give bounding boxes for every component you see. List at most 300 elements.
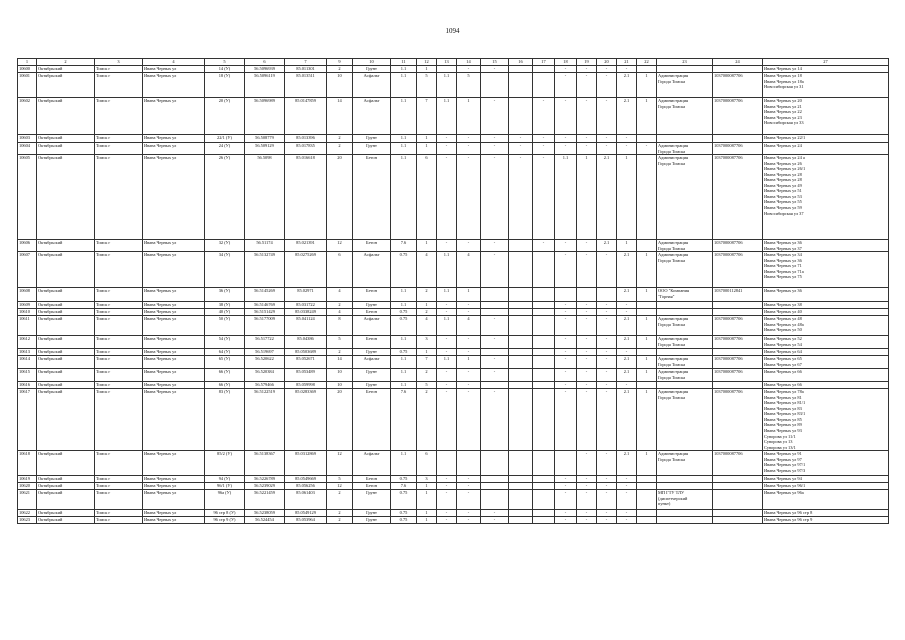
cell-line: Администрация	[658, 240, 689, 246]
table-cell: Ивана Черных ул 96 стр 8	[763, 510, 889, 517]
table-cell: 1.1	[391, 302, 417, 309]
table-cell: -	[555, 143, 577, 155]
cell-line: Ивана Черных ул 36	[764, 257, 802, 263]
table-cell: -	[481, 240, 509, 252]
table-cell: Ивана Черных ул 36	[763, 288, 889, 302]
table-cell: -	[597, 483, 617, 490]
table-cell: -	[555, 349, 577, 356]
table-cell	[509, 356, 533, 369]
table-cell: Асфальт	[353, 252, 391, 288]
table-row	[18, 389, 889, 451]
table-cell: -	[481, 316, 509, 336]
table-cell: Ивана Черных ул	[143, 98, 205, 135]
cell-line: Ивана Черных ул 34	[764, 252, 802, 258]
table-cell: 1.1	[391, 356, 417, 369]
table-cell: Ивана Черных ул 96а	[763, 490, 889, 510]
table-cell: 10605	[18, 155, 37, 240]
table-cell: 56.524454	[245, 517, 285, 524]
table-cell	[481, 302, 509, 309]
table-cell: 1037000112841	[713, 288, 763, 302]
cell-line: Ивана Черных ул 53	[764, 193, 802, 199]
column-number-header: 17	[533, 59, 555, 66]
table-cell: -	[437, 476, 457, 483]
table-cell: Томск г	[95, 382, 143, 389]
table-cell	[713, 510, 763, 517]
column-number-header: 19	[577, 59, 597, 66]
cell-line: Ивана Черных ул 83	[764, 405, 802, 411]
table-cell: 10608	[18, 288, 37, 302]
table-cell: Томск г	[95, 73, 143, 98]
table-cell: 94 (У)	[205, 476, 245, 483]
table-cell: -	[597, 349, 617, 356]
table-cell: Бетон	[353, 309, 391, 316]
table-cell	[657, 356, 713, 369]
table-cell: 85.041124	[285, 316, 327, 336]
table-cell: 56.5177009	[245, 316, 285, 336]
table-cell	[657, 302, 713, 309]
table-cell: 56.520384	[245, 369, 285, 382]
cell-line: Ивана Черных ул 21	[764, 103, 802, 109]
cell-line: Города Томска	[658, 245, 686, 251]
column-number-row	[18, 59, 889, 66]
table-cell: Томск г	[95, 288, 143, 302]
table-cell: Ивана Черных ул	[143, 73, 205, 98]
table-cell	[657, 143, 713, 155]
table-cell: 56.5145269	[245, 288, 285, 302]
table-cell: 1037000087706	[713, 356, 763, 369]
table-cell: 85.031722	[285, 302, 327, 309]
column-number-header: 24	[713, 59, 763, 66]
table-cell: -	[597, 252, 617, 288]
table-cell: 96а (У)	[205, 490, 245, 510]
table-cell: 1.1	[437, 288, 457, 302]
table-cell	[637, 155, 657, 240]
table-cell: 1	[417, 483, 437, 490]
cell-line: "Горная"	[658, 293, 675, 299]
table-cell: Грунт	[353, 135, 391, 143]
table-cell: 1.1	[391, 98, 417, 135]
table-cell: Асфальт	[353, 98, 391, 135]
table-cell: -	[509, 143, 533, 155]
cell-line: Ивана Черных ул 52	[764, 336, 802, 342]
cell-line: Города Томска	[658, 456, 686, 462]
table-cell: -	[577, 451, 597, 476]
table-cell: 1037000087706	[713, 369, 763, 382]
table-row	[18, 510, 889, 517]
table-cell: -	[457, 476, 481, 483]
table-row	[18, 483, 889, 490]
table-cell: -	[481, 98, 509, 135]
table-cell: -	[617, 476, 637, 483]
table-cell: 1.1	[437, 98, 457, 135]
table-cell	[763, 73, 889, 98]
table-row	[18, 252, 889, 288]
table-cell: -	[617, 66, 637, 73]
table-cell: -	[577, 510, 597, 517]
table-cell: -	[597, 98, 617, 135]
table-cell	[713, 135, 763, 143]
table-row	[18, 382, 889, 389]
table-cell: Октябрьский	[37, 240, 95, 252]
table-cell: 2	[327, 302, 353, 309]
table-cell: -	[577, 240, 597, 252]
table-cell: -	[637, 143, 657, 155]
column-number-header: 21	[617, 59, 637, 66]
table-cell: 10603	[18, 135, 37, 143]
cell-line: Администрация	[658, 369, 689, 375]
table-cell: 56.509129	[245, 143, 285, 155]
table-cell: -	[481, 155, 509, 240]
table-cell: 3	[417, 476, 437, 483]
table-cell: 10616	[18, 382, 37, 389]
table-cell: 10614	[18, 356, 37, 369]
table-cell: 10613	[18, 349, 37, 356]
table-cell: -	[617, 382, 637, 389]
table-cell: Асфальт	[353, 73, 391, 98]
table-cell: 56.5096989	[245, 98, 285, 135]
cell-line: Ивана Черных ул 48	[764, 316, 802, 322]
table-cell: 56.517722	[245, 336, 285, 349]
table-cell: 1037000087706	[713, 155, 763, 240]
table-cell: 2.1	[617, 389, 637, 451]
table-cell: -	[481, 143, 509, 155]
table-cell: Ивана Черных ул 64	[763, 349, 889, 356]
table-cell: 1	[417, 349, 437, 356]
table-cell: 6	[327, 252, 353, 288]
column-number-header: 1	[18, 59, 37, 66]
table-cell: 2	[327, 510, 353, 517]
table-cell: -	[617, 510, 637, 517]
table-cell: -	[481, 135, 509, 143]
table-cell	[637, 240, 657, 252]
table-cell: Томск г	[95, 349, 143, 356]
table-cell	[509, 302, 533, 309]
cell-line: Ивана Черных ул 97	[764, 456, 802, 462]
table-cell	[533, 476, 555, 483]
table-cell: 7.6	[391, 240, 417, 252]
cell-line: Ивана Черных ул 48а	[764, 321, 804, 327]
table-cell	[509, 349, 533, 356]
table-cell: 10611	[18, 316, 37, 336]
table-cell: -	[617, 135, 637, 143]
table-cell: 10612	[18, 336, 37, 349]
table-cell: -	[597, 302, 617, 309]
table-cell: Октябрьский	[37, 73, 95, 98]
table-cell: 2.1	[617, 369, 637, 382]
table-cell: Октябрьский	[37, 483, 95, 490]
cell-line: Ивана Черных ул 28	[764, 177, 802, 183]
table-cell: -	[555, 369, 577, 382]
table-cell: 10600	[18, 66, 37, 73]
column-number-header: 3	[95, 59, 143, 66]
table-cell: Томск г	[95, 389, 143, 451]
table-cell: 85.053489	[285, 369, 327, 382]
table-cell: -	[437, 309, 457, 316]
table-cell: 10	[327, 73, 353, 98]
table-cell: Ивана Черных ул	[143, 349, 205, 356]
column-number-header: 5	[205, 59, 245, 66]
table-cell: Томск г	[95, 240, 143, 252]
table-cell: 14 (У)	[205, 66, 245, 73]
table-cell: 2.1	[617, 451, 637, 476]
table-cell	[637, 349, 657, 356]
table-cell: 5	[417, 73, 437, 98]
table-cell: Октябрьский	[37, 356, 95, 369]
table-cell: -	[457, 302, 481, 309]
column-number-header: 11	[391, 59, 417, 66]
table-cell: Ивана Черных ул	[143, 510, 205, 517]
table-row	[18, 309, 889, 316]
cell-line: (диспетчерский	[658, 495, 688, 501]
table-cell: Ивана Черных ул	[143, 143, 205, 155]
table-cell: 96 стр 9 (У)	[205, 517, 245, 524]
table-cell: 2	[327, 135, 353, 143]
table-cell: 85.0312869	[285, 451, 327, 476]
table-cell: -	[481, 66, 509, 73]
table-cell: 1.1	[391, 451, 417, 476]
table-cell: -	[555, 336, 577, 349]
table-cell: -	[481, 336, 509, 349]
table-cell: -	[457, 309, 481, 316]
table-cell: -	[437, 483, 457, 490]
table-cell: 1.1	[391, 336, 417, 349]
table-cell: 96 стр 8 (У)	[205, 510, 245, 517]
cell-line: Ивана Черных ул 97/1	[764, 462, 806, 468]
table-cell: 0.75	[391, 252, 417, 288]
table-row	[18, 356, 889, 369]
table-row	[18, 135, 889, 143]
table-cell	[509, 517, 533, 524]
table-cell: Томск г	[95, 490, 143, 510]
table-cell: -	[437, 382, 457, 389]
table-cell: 2.1	[617, 98, 637, 135]
table-cell: Грунт	[353, 302, 391, 309]
table-cell: -	[457, 143, 481, 155]
table-cell: -	[437, 143, 457, 155]
table-cell: 0.75	[391, 309, 417, 316]
table-cell: 20	[327, 389, 353, 451]
table-cell: -	[597, 135, 617, 143]
table-row	[18, 490, 889, 510]
table-cell: 12	[327, 483, 353, 490]
table-cell	[533, 483, 555, 490]
table-row	[18, 369, 889, 382]
table-cell: -	[509, 135, 533, 143]
table-cell: 5	[327, 336, 353, 349]
cell-line: Города Томска	[658, 394, 686, 400]
page-number: 1094	[445, 27, 460, 35]
table-cell: Октябрьский	[37, 66, 95, 73]
table-cell	[509, 288, 533, 302]
table-cell	[637, 476, 657, 483]
table-cell: -	[597, 451, 617, 476]
table-cell	[457, 451, 481, 476]
table-cell: -	[597, 510, 617, 517]
table-cell: -	[555, 309, 577, 316]
table-cell: Бетон	[353, 288, 391, 302]
cell-line: Ивана Черных ул 89	[764, 422, 802, 428]
table-cell: -	[597, 517, 617, 524]
table-cell: Томск г	[95, 135, 143, 143]
table-row	[18, 517, 889, 524]
table-cell	[657, 476, 713, 483]
table-cell: -	[457, 336, 481, 349]
table-cell: Томск г	[95, 510, 143, 517]
table-cell: Ивана Черных ул	[143, 309, 205, 316]
column-number-header: 27	[763, 59, 889, 66]
cell-line: Ивана Черных ул 18	[764, 73, 802, 78]
table-cell: 2	[417, 389, 437, 451]
cell-line: Суворова ул 13/1	[764, 444, 796, 450]
table-cell	[481, 73, 509, 98]
cell-line: Администрация	[658, 316, 689, 322]
table-row	[18, 143, 889, 155]
table-cell	[763, 336, 889, 349]
table-cell	[509, 240, 533, 252]
table-cell: Октябрьский	[37, 288, 95, 302]
cell-line: Новосибирская ул 33	[764, 120, 804, 126]
table-cell: -	[457, 135, 481, 143]
table-cell: Октябрьский	[37, 302, 95, 309]
table-cell: 12	[327, 451, 353, 476]
table-cell: 66 (У)	[205, 369, 245, 382]
table-cell: 1.1	[555, 155, 577, 240]
table-row	[18, 316, 889, 336]
table-cell: 1.1	[391, 135, 417, 143]
table-cell: 10622	[18, 510, 37, 517]
table-cell: 1.1	[391, 155, 417, 240]
table-cell: 10606	[18, 240, 37, 252]
table-cell: 5	[457, 73, 481, 98]
column-number-header: 22	[637, 59, 657, 66]
table-cell: -	[509, 155, 533, 240]
table-cell: 1037000087706	[713, 143, 763, 155]
table-cell	[509, 369, 533, 382]
table-cell: 2	[417, 309, 437, 316]
cell-line: Ивана Черных ул 83/1	[764, 411, 806, 417]
table-cell: Бетон	[353, 476, 391, 483]
table-cell: Октябрьский	[37, 252, 95, 288]
table-cell: 1	[637, 98, 657, 135]
table-cell: Октябрьский	[37, 490, 95, 510]
table-cell	[657, 252, 713, 288]
table-row	[18, 302, 889, 309]
table-cell: -	[437, 490, 457, 510]
table-cell: Томск г	[95, 155, 143, 240]
table-cell: 1	[637, 369, 657, 382]
table-cell: 4	[417, 316, 437, 336]
table-cell	[763, 356, 889, 369]
table-cell: -	[555, 252, 577, 288]
table-cell: Томск г	[95, 98, 143, 135]
table-cell: -	[555, 73, 577, 98]
cell-line: Ивана Черных ул 50	[764, 327, 802, 333]
table-cell	[657, 336, 713, 349]
cell-line: Администрация	[658, 389, 689, 395]
table-cell: Ивана Черных ул	[143, 316, 205, 336]
table-cell	[509, 336, 533, 349]
table-cell: Ивана Черных ул 66	[763, 369, 889, 382]
cell-line: МП ГТУ ТЛУ	[658, 490, 685, 496]
table-cell	[533, 349, 555, 356]
table-cell	[509, 483, 533, 490]
table-row	[18, 476, 889, 483]
cell-line: Ивана Черных ул 91	[764, 451, 802, 457]
table-cell: -	[577, 476, 597, 483]
cell-line: пункт)	[658, 501, 671, 507]
table-cell	[713, 349, 763, 356]
table-cell	[657, 288, 713, 302]
table-cell: Ивана Черных ул 38	[763, 302, 889, 309]
table-cell	[509, 309, 533, 316]
table-cell: -	[617, 309, 637, 316]
table-cell: Ивана Черных ул	[143, 135, 205, 143]
table-row	[18, 288, 889, 302]
table-cell: Асфальт	[353, 356, 391, 369]
table-cell: 1.1	[391, 73, 417, 98]
table-cell: 85.0147859	[285, 98, 327, 135]
cell-line: Администрация	[658, 98, 689, 103]
table-cell: 56.5146769	[245, 302, 285, 309]
table-cell: 85.013511	[285, 73, 327, 98]
cell-line: Ивана Черных ул 23	[764, 114, 802, 120]
table-cell: Томск г	[95, 336, 143, 349]
table-cell: Ивана Черных ул 40	[763, 309, 889, 316]
table-cell: Томск г	[95, 302, 143, 309]
table-cell: -	[437, 349, 457, 356]
table-cell: 56.5096939	[245, 66, 285, 73]
table-cell	[437, 451, 457, 476]
table-cell: -	[577, 302, 597, 309]
table-cell: Томск г	[95, 66, 143, 73]
column-number-header: 23	[657, 59, 713, 66]
table-cell	[533, 252, 555, 288]
table-cell: -	[437, 155, 457, 240]
table-cell: 7	[417, 356, 437, 369]
table-cell	[637, 309, 657, 316]
table-cell: -	[481, 389, 509, 451]
cell-line: Ивана Черных ул 81/1	[764, 400, 806, 406]
table-cell	[657, 451, 713, 476]
cell-line: Ивана Черных ул 97/3	[764, 467, 806, 473]
table-row	[18, 98, 889, 135]
table-cell: 10	[327, 369, 353, 382]
table-cell: 85.04386	[285, 336, 327, 349]
table-cell: Ивана Черных ул	[143, 252, 205, 288]
table-cell: -	[597, 382, 617, 389]
table-cell: 85.052671	[285, 356, 327, 369]
table-cell: Бетон	[353, 336, 391, 349]
table-cell	[509, 66, 533, 73]
table-cell: -	[597, 143, 617, 155]
table-cell: -	[577, 309, 597, 316]
table-cell: -	[481, 369, 509, 382]
table-cell: 1.1	[437, 316, 457, 336]
table-cell: -	[533, 240, 555, 252]
table-cell: -	[437, 510, 457, 517]
table-cell: 65 (У)	[205, 356, 245, 369]
table-cell: 85.059998	[285, 382, 327, 389]
table-cell: Октябрьский	[37, 382, 95, 389]
table-cell: 85.016618	[285, 155, 327, 240]
cell-line: Суворова ул 11/1	[764, 433, 796, 439]
table-cell: 85.02971	[285, 288, 327, 302]
table-cell: -	[437, 135, 457, 143]
table-cell: Бетон	[353, 483, 391, 490]
cell-line: Города Томска	[658, 148, 686, 154]
table-cell	[657, 155, 713, 240]
table-cell: 3	[417, 336, 437, 349]
